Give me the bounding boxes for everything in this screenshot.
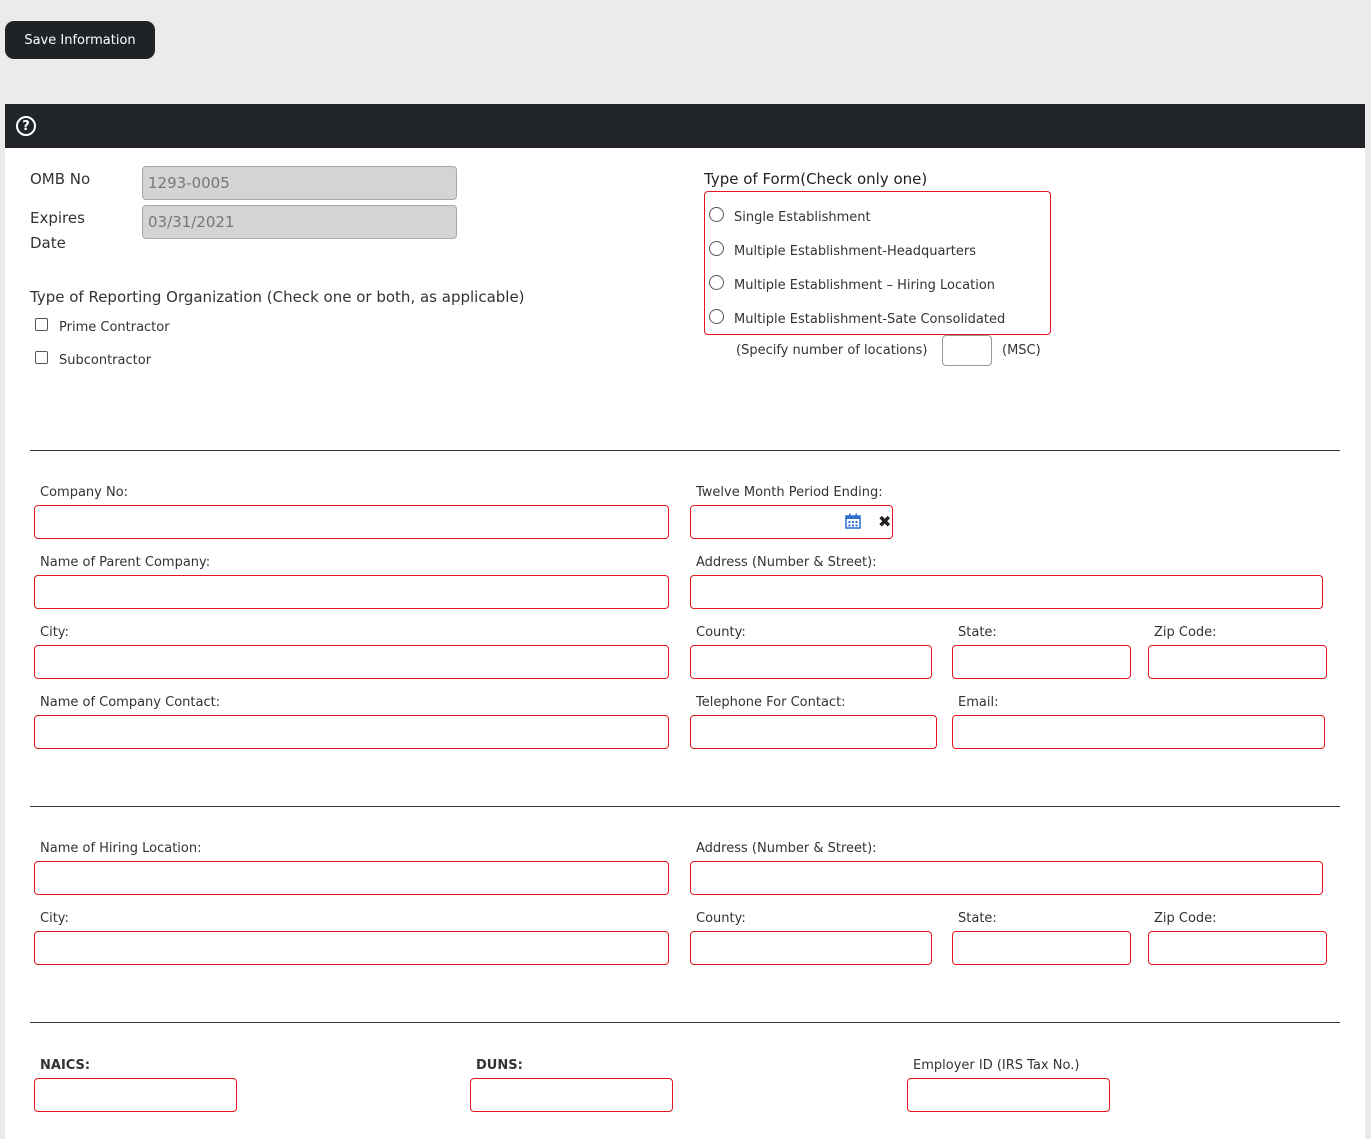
parent-company-input[interactable] — [34, 575, 669, 609]
msc-label: (MSC) — [1002, 343, 1041, 358]
section-divider — [30, 806, 1340, 807]
contact-telephone-label: Telephone For Contact: — [696, 695, 846, 710]
locations-count-input[interactable] — [942, 335, 992, 366]
hiring-location-label: Name of Hiring Location: — [40, 841, 202, 856]
company-city-input[interactable] — [34, 645, 669, 679]
multi-hiring-location-label: Multiple Establishment – Hiring Location — [734, 278, 996, 293]
panel-header — [5, 104, 1365, 148]
parent-company-label: Name of Parent Company: — [40, 555, 211, 570]
multi-state-consolidated-radio[interactable] — [709, 309, 724, 324]
save-information-button[interactable]: Save Information — [5, 21, 155, 59]
prime-contractor-checkbox[interactable] — [35, 318, 48, 331]
duns-label: DUNS: — [476, 1058, 523, 1073]
company-zip-input[interactable] — [1148, 645, 1327, 679]
company-no-input[interactable] — [34, 505, 669, 539]
company-state-label: State: — [958, 625, 997, 640]
company-address-input[interactable] — [690, 575, 1323, 609]
hiring-city-label: City: — [40, 911, 69, 926]
form-panel — [5, 104, 1365, 1139]
contact-email-label: Email: — [958, 695, 999, 710]
multi-state-consolidated-label: Multiple Establishment-Sate Consolidated — [734, 312, 1006, 327]
omb-no-label: OMB No — [30, 170, 91, 188]
omb-no-field — [142, 166, 457, 200]
subcontractor-checkbox[interactable] — [35, 351, 48, 364]
hiring-state-label: State: — [958, 911, 997, 926]
naics-input[interactable] — [34, 1078, 237, 1112]
hiring-zip-input[interactable] — [1148, 931, 1327, 965]
specify-locations-label: (Specify number of locations) — [736, 343, 928, 358]
period-ending-datepicker[interactable] — [690, 505, 893, 539]
contact-telephone-input[interactable] — [690, 715, 937, 749]
hiring-state-input[interactable] — [952, 931, 1131, 965]
hiring-city-input[interactable] — [34, 931, 669, 965]
naics-label: NAICS: — [40, 1058, 91, 1073]
period-ending-label: Twelve Month Period Ending: — [696, 485, 883, 500]
expires-label-line1: Expires — [30, 209, 85, 227]
company-city-label: City: — [40, 625, 69, 640]
company-county-input[interactable] — [690, 645, 932, 679]
company-county-label: County: — [696, 625, 746, 640]
multi-hiring-location-radio[interactable] — [709, 275, 724, 290]
company-zip-label: Zip Code: — [1154, 625, 1217, 640]
single-establishment-label: Single Establishment — [734, 210, 871, 225]
prime-contractor-label: Prime Contractor — [59, 320, 170, 335]
question-circle-icon[interactable]: ? — [16, 116, 36, 136]
employer-id-label: Employer ID (IRS Tax No.) — [913, 1058, 1080, 1073]
hiring-county-label: County: — [696, 911, 746, 926]
hiring-location-input[interactable] — [34, 861, 669, 895]
hiring-address-input[interactable] — [690, 861, 1323, 895]
company-state-input[interactable] — [952, 645, 1131, 679]
multi-headquarters-label: Multiple Establishment-Headquarters — [734, 244, 977, 259]
section-divider — [30, 450, 1340, 451]
multi-headquarters-radio[interactable] — [709, 241, 724, 256]
section-divider — [30, 1022, 1340, 1023]
company-address-label: Address (Number & Street): — [696, 555, 877, 570]
hiring-address-label: Address (Number & Street): — [696, 841, 877, 856]
hiring-zip-label: Zip Code: — [1154, 911, 1217, 926]
employer-id-input[interactable] — [907, 1078, 1110, 1112]
contact-email-input[interactable] — [952, 715, 1325, 749]
reporting-org-title: Type of Reporting Organization (Check one or both, as applicable) — [30, 288, 525, 306]
company-no-label: Company No: — [40, 485, 129, 500]
expires-date-field — [142, 205, 457, 239]
form-type-title: Type of Form(Check only one) — [704, 170, 928, 188]
calendar-icon[interactable] — [845, 513, 861, 529]
expires-label-line2: Date — [30, 234, 66, 252]
company-contact-input[interactable] — [34, 715, 669, 749]
subcontractor-label: Subcontractor — [59, 353, 152, 368]
company-contact-label: Name of Company Contact: — [40, 695, 221, 710]
clear-date-icon[interactable]: ✖ — [878, 512, 892, 531]
hiring-county-input[interactable] — [690, 931, 932, 965]
single-establishment-radio[interactable] — [709, 207, 724, 222]
duns-input[interactable] — [470, 1078, 673, 1112]
